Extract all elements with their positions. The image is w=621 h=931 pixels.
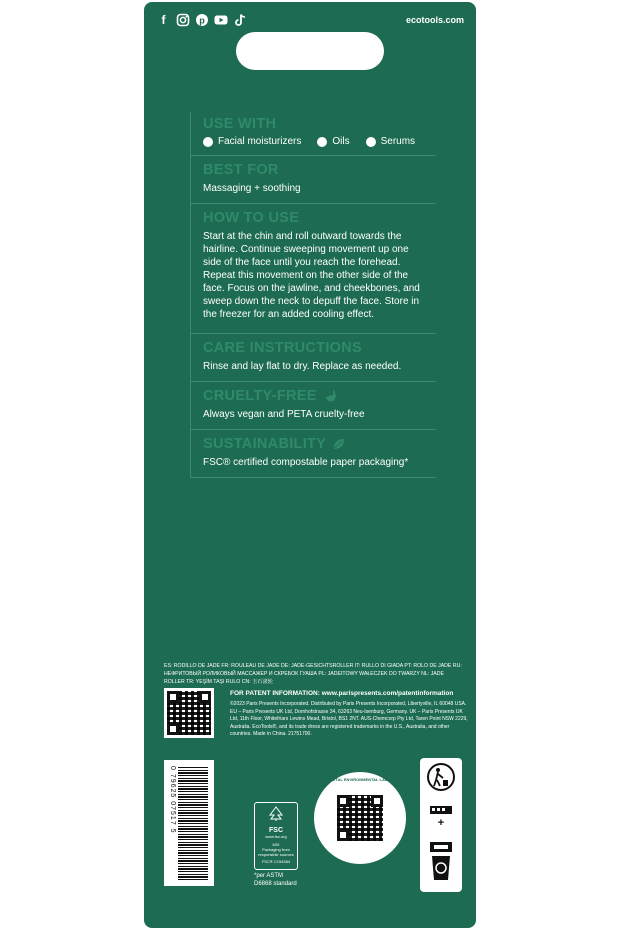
barcode-number: 0 79625 07517 5 <box>169 766 176 834</box>
svg-text:+: + <box>437 817 445 829</box>
patent-info: FOR PATENT INFORMATION: www.parispresents.com/patentinformation <box>230 690 454 697</box>
fsc-label <box>254 802 298 870</box>
svg-text:p: p <box>198 15 205 25</box>
use-item: Serums <box>366 136 415 147</box>
best-for-section <box>190 156 436 204</box>
info-panel <box>190 112 436 478</box>
fsc-code: FSC® C154564 <box>261 859 291 864</box>
legal-text: ©2023 Paris Presents Incorporated. Distributed by Paris Presents Incorporated, Libertyville, IL 60048 USA. EU – Paris Presents UK Ltd, Dornhofstrasse 34, 63263 Neu-Isenburg, Germany. UK – Paris Presents UK Ltd, 11th Floor, Whitefriars Lewins Mead, Bristol, BS1 2NT. AUS-Chemcorp Pty Ltd, Taren Point NSW 2229, Australia. EcoTools®, and its trade dress are registered trademarks in the U.S., Australia, and other countries. Made in China. 21751700. <box>230 701 468 738</box>
youtube-icon[interactable] <box>213 12 228 27</box>
cruelty-free-section <box>190 382 436 430</box>
fsc-tree-icon <box>267 806 285 822</box>
barcode-bars <box>178 766 208 880</box>
bunny-icon <box>323 389 337 403</box>
tidyman-icon <box>426 762 456 792</box>
barcode <box>164 760 214 886</box>
fsc-site: www.fsc.org <box>265 834 287 839</box>
fsc-mix: MIX <box>272 842 280 847</box>
cruelty-free-title: CRUELTY-FREE <box>203 388 424 404</box>
cruelty-free-text: Always vegan and PETA cruelty-free <box>203 409 365 420</box>
use-item: Oils <box>317 136 349 147</box>
hang-slot <box>236 32 384 70</box>
leaf-icon <box>332 437 346 451</box>
best-for-text: Massaging + soothing <box>203 183 301 194</box>
legal-info <box>230 690 468 739</box>
website-link[interactable]: ecotools.com <box>405 15 464 25</box>
product-card-back <box>144 2 476 928</box>
care-section <box>190 334 436 382</box>
use-item: Facial moisturizers <box>203 136 301 147</box>
how-to-use-text: Start at the chin and roll outward towards the hairline. Continue sweeping movement up one side of the face until you reach the forehead. Repeat this movement on the other side of the face. Focus on the jawline, and cheekbones, and sweep down the neck to depuff the face. Store in the freezer for an added cooling effect. <box>203 231 420 320</box>
instagram-icon[interactable] <box>175 12 190 27</box>
paper-packaging-icon <box>426 802 456 832</box>
care-text: Rinse and lay flat to dry. Replace as needed. <box>203 361 402 372</box>
best-for-title: BEST FOR <box>203 162 279 178</box>
social-links <box>156 12 247 27</box>
bullet-icon <box>317 137 327 147</box>
facebook-icon[interactable]: f <box>161 12 166 27</box>
ecotools-qr-code[interactable] <box>164 688 214 738</box>
sustainability-title: SUSTAINABILITY <box>203 436 424 452</box>
pinterest-icon[interactable] <box>194 12 209 27</box>
how-to-use-title: HOW TO USE <box>203 210 300 226</box>
environmental-label[interactable] <box>314 772 406 864</box>
use-with-title: USE WITH <box>203 116 277 132</box>
disposal-icons <box>420 758 462 892</box>
sustainability-text: FSC® certified compostable paper packaging* <box>203 457 409 468</box>
fsc-claim: Packaging from responsible sources <box>258 847 294 857</box>
care-title: CARE INSTRUCTIONS <box>203 340 362 356</box>
translations-text: ES: RODILLO DE JADE FR: ROULEAU DE JADE DE: JADE-GESICHTSROLLER IT: RULLO DI GIADA PT: ROLO DE JADE RU: НЕФРИТОВЫЙ РОЛИКОВЫЙ МАССАЖЕР И СКРЕБОК ГУАША PL: JADEITOWY WAŁECZEK DO TWARZY NL: JADE ROLLER TR: YEŞİM TAŞI RULO CN: 玉石滚轮 <box>164 663 462 685</box>
fsc-logo: FSC <box>269 827 283 834</box>
astm-note: *per ASTM D6868 standard <box>254 873 297 887</box>
use-with-section <box>190 112 436 156</box>
env-label-text: DIGITAL ENVIRONMENTAL LABEL <box>327 777 393 782</box>
compost-bin-icon <box>426 840 456 884</box>
how-to-use-section <box>190 204 436 334</box>
environmental-qr-code[interactable] <box>334 792 386 844</box>
sustainability-section <box>190 430 436 478</box>
bullet-icon <box>366 137 376 147</box>
bullet-icon <box>203 137 213 147</box>
tiktok-icon[interactable] <box>232 12 247 27</box>
